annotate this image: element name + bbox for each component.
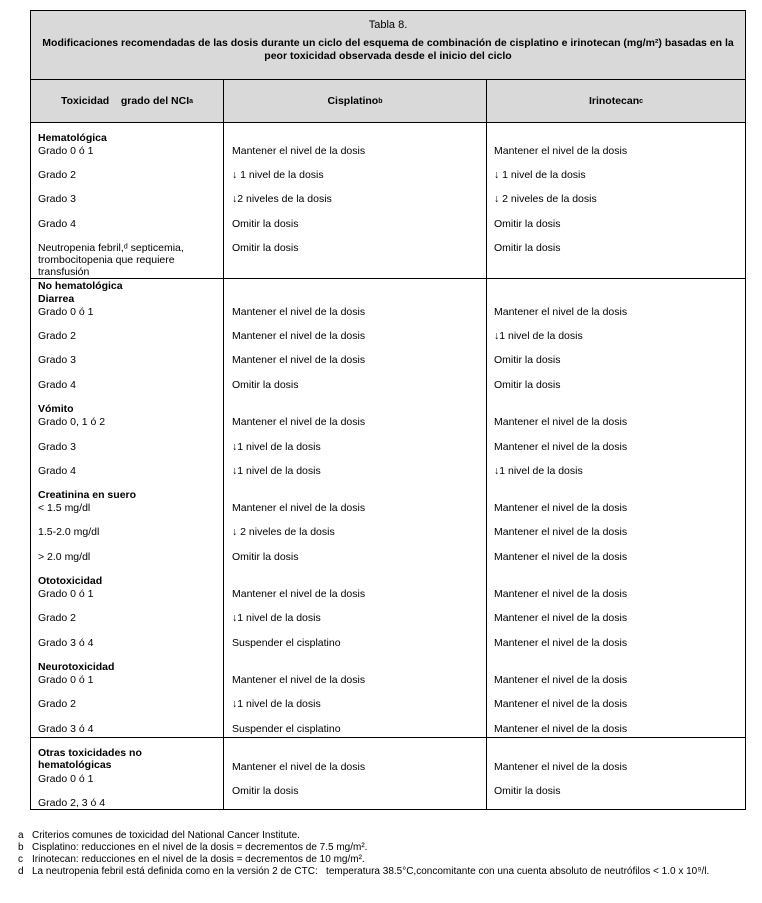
table-row-irinotecan: Mantener el nivel de la dosis bbox=[494, 551, 628, 563]
table-row-cisplatino: Mantener el nivel de la dosis bbox=[232, 145, 366, 157]
footnote-b bbox=[18, 842, 367, 853]
column-header-cisplatino-label: Cisplatino bbox=[327, 95, 379, 107]
table-row-cisplatino: ↓1 nivel de la dosis bbox=[232, 441, 321, 453]
table-row-irinotecan: ↓ 1 nivel de la dosis bbox=[494, 169, 586, 181]
table-row-irinotecan: Mantener el nivel de la dosis bbox=[494, 761, 628, 773]
table-row-irinotecan: Omitir la dosis bbox=[494, 354, 561, 366]
footnote-ref-c: c bbox=[639, 97, 644, 105]
table-row-irinotecan: Mantener el nivel de la dosis bbox=[494, 145, 628, 157]
table-row-irinotecan: ↓ 2 niveles de la dosis bbox=[494, 193, 597, 205]
table-row-cisplatino: Mantener el nivel de la dosis bbox=[232, 306, 366, 318]
footnote-text: Criterios comunes de toxicidad del National Cancer Institute. bbox=[32, 830, 300, 841]
section-diarrea: Diarrea bbox=[38, 293, 75, 305]
table-row-cisplatino: ↓1 nivel de la dosis bbox=[232, 465, 321, 477]
table-row-irinotecan: ↓1 nivel de la dosis bbox=[494, 465, 583, 477]
footnote-c bbox=[18, 854, 365, 865]
table-row-irinotecan: Mantener el nivel de la dosis bbox=[494, 306, 628, 318]
table-row-grade: Grado 2 bbox=[38, 698, 76, 710]
column-header-toxicidad bbox=[31, 80, 224, 123]
column-header-irinotecan bbox=[487, 80, 745, 123]
footnote-a bbox=[18, 830, 300, 841]
table-row-cisplatino: Mantener el nivel de la dosis bbox=[232, 761, 366, 773]
footnote-text: La neutropenia febril está definida como en la versión 2 de CTC: temperatura 38.5°C,concomitante con una cuenta absoluto de neutrófilos < 1.0 x 10⁹/l. bbox=[32, 866, 710, 877]
table-row-grade: Grado 4 bbox=[38, 379, 76, 391]
table-row-irinotecan: Mantener el nivel de la dosis bbox=[494, 674, 628, 686]
table-row-irinotecan: Omitir la dosis bbox=[494, 785, 561, 797]
table-caption: Modificaciones recomendadas de las dosis durante un ciclo del esquema de combinación de cisplatino e irinotecan (mg/m²) basadas en la peor toxicidad observada desde el inicio del ciclo bbox=[42, 37, 734, 62]
table-row-irinotecan: Omitir la dosis bbox=[494, 218, 561, 230]
table-row-grade: < 1.5 mg/dl bbox=[38, 502, 91, 514]
table-row-irinotecan: Mantener el nivel de la dosis bbox=[494, 588, 628, 600]
footnote-text: Cisplatino: reducciones en el nivel de la dosis = decrementos de 7.5 mg/m². bbox=[32, 842, 368, 853]
section-ototoxicidad: Ototoxicidad bbox=[38, 575, 103, 587]
footnote-label: b bbox=[18, 842, 24, 853]
footnote-ref-a: a bbox=[189, 97, 194, 105]
section-hematologica: Hematológica bbox=[38, 132, 107, 144]
table-row-grade: > 2.0 mg/dl bbox=[38, 551, 91, 563]
table-row-irinotecan: ↓1 nivel de la dosis bbox=[494, 330, 583, 342]
table-row-grade: Grado 2, 3 ó 4 bbox=[38, 797, 106, 809]
table-row-irinotecan: Mantener el nivel de la dosis bbox=[494, 526, 628, 538]
table-row-cisplatino: ↓1 nivel de la dosis bbox=[232, 698, 321, 710]
column-header-irinotecan-label: Irinotecan bbox=[588, 95, 640, 107]
table-row-grade: Grado 0 ó 1 bbox=[38, 145, 94, 157]
section-creatinina: Creatinina en suero bbox=[38, 489, 137, 501]
footnote-label: c bbox=[18, 854, 23, 865]
table-row-irinotecan: Mantener el nivel de la dosis bbox=[494, 416, 628, 428]
section-otras: Otras toxicidades no hematológicas bbox=[38, 747, 142, 771]
footnote-text: Irinotecan: reducciones en el nivel de la dosis = decrementos de 10 mg/m². bbox=[32, 854, 365, 865]
table-row-cisplatino: Mantener el nivel de la dosis bbox=[232, 502, 366, 514]
footnote-d bbox=[18, 866, 709, 877]
table-row-cisplatino: Omitir la dosis bbox=[232, 379, 299, 391]
dose-modification-table bbox=[30, 10, 746, 810]
table-row-cisplatino: Mantener el nivel de la dosis bbox=[232, 588, 366, 600]
table-row-grade: Neutropenia febril,ᵈ septicemia, trombocitopenia que requiere transfusión bbox=[38, 242, 184, 278]
table-row-grade: Grado 3 bbox=[38, 354, 76, 366]
section-neurotoxicidad: Neurotoxicidad bbox=[38, 661, 115, 673]
table-row-grade: Grado 3 bbox=[38, 193, 76, 205]
table-row-cisplatino: ↓2 niveles de la dosis bbox=[232, 193, 332, 205]
table-row-cisplatino: Mantener el nivel de la dosis bbox=[232, 354, 366, 366]
table-row-irinotecan: Mantener el nivel de la dosis bbox=[494, 698, 628, 710]
table-row-irinotecan: Mantener el nivel de la dosis bbox=[494, 723, 628, 735]
table-row-grade: Grado 3 bbox=[38, 441, 76, 453]
table-row-grade: Grado 4 bbox=[38, 218, 76, 230]
table-row-grade: Grado 3 ó 4 bbox=[38, 637, 94, 649]
table-row-cisplatino: Omitir la dosis bbox=[232, 551, 299, 563]
table-row-grade: Grado 4 bbox=[38, 465, 76, 477]
table-row-irinotecan: Mantener el nivel de la dosis bbox=[494, 441, 628, 453]
footnote-label: d bbox=[18, 866, 24, 877]
table-row-grade: Grado 0 ó 1 bbox=[38, 306, 94, 318]
table-row-grade: Grado 0, 1 ó 2 bbox=[38, 416, 106, 428]
table-row-cisplatino: Omitir la dosis bbox=[232, 242, 299, 254]
table-row-cisplatino: Omitir la dosis bbox=[232, 785, 299, 797]
table-row-irinotecan: Omitir la dosis bbox=[494, 379, 561, 391]
table-row-cisplatino: Omitir la dosis bbox=[232, 218, 299, 230]
table-header bbox=[31, 11, 745, 80]
table-row-irinotecan: Mantener el nivel de la dosis bbox=[494, 637, 628, 649]
table-title: Tabla 8. bbox=[368, 19, 408, 31]
footnote-label: a bbox=[18, 830, 24, 841]
footnote-ref-b: b bbox=[378, 97, 383, 105]
table-row-cisplatino: Suspender el cisplatino bbox=[232, 637, 341, 649]
table-row-cisplatino: ↓1 nivel de la dosis bbox=[232, 612, 321, 624]
table-row-cisplatino: Mantener el nivel de la dosis bbox=[232, 674, 366, 686]
column-header-toxicidad-label: Toxicidad grado del NCI bbox=[60, 95, 190, 107]
table-row-grade: Grado 0 ó 1 bbox=[38, 588, 94, 600]
table-row-irinotecan: Mantener el nivel de la dosis bbox=[494, 502, 628, 514]
table-row-cisplatino: Suspender el cisplatino bbox=[232, 723, 341, 735]
table-row-grade: Grado 2 bbox=[38, 612, 76, 624]
table-row-cisplatino: Mantener el nivel de la dosis bbox=[232, 330, 366, 342]
column-header-cisplatino bbox=[224, 80, 487, 123]
table-row-grade: 1.5-2.0 mg/dl bbox=[38, 526, 100, 538]
section-vomito: Vómito bbox=[38, 403, 74, 415]
column-divider bbox=[486, 123, 487, 809]
table-row-grade: Grado 0 ó 1 bbox=[38, 773, 94, 785]
column-divider bbox=[223, 123, 224, 809]
section-no-hematologica: No hematológica bbox=[38, 280, 123, 292]
table-row-grade: Grado 3 ó 4 bbox=[38, 723, 94, 735]
table-row-cisplatino: ↓ 2 niveles de la dosis bbox=[232, 526, 335, 538]
table-row-irinotecan: Mantener el nivel de la dosis bbox=[494, 612, 628, 624]
table-row-irinotecan: Omitir la dosis bbox=[494, 242, 561, 254]
table-row-grade: Grado 2 bbox=[38, 330, 76, 342]
table-row-cisplatino: Mantener el nivel de la dosis bbox=[232, 416, 366, 428]
row-divider bbox=[31, 278, 745, 279]
row-divider bbox=[31, 737, 745, 738]
table-row-cisplatino: ↓ 1 nivel de la dosis bbox=[232, 169, 324, 181]
table-row-grade: Grado 0 ó 1 bbox=[38, 674, 94, 686]
table-row-grade: Grado 2 bbox=[38, 169, 76, 181]
